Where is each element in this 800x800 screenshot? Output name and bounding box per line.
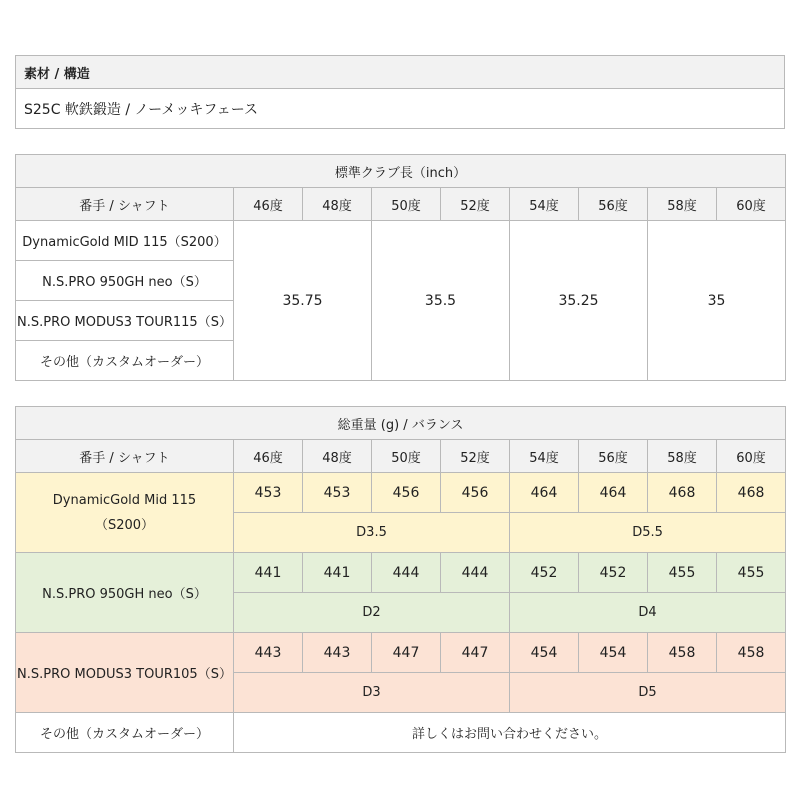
weight-value: 447 <box>372 633 441 673</box>
shaft-name: N.S.PRO MODUS3 TOUR105（S） <box>16 633 234 713</box>
contact-note: 詳しくはお問い合わせください。 <box>234 713 786 753</box>
weight-value: 464 <box>510 473 579 513</box>
shaft-name: その他（カスタムオーダー） <box>16 341 234 381</box>
loft-header: 46度 <box>234 440 303 473</box>
weight-value: 452 <box>579 553 648 593</box>
material-value: S25C 軟鉄鍛造 / ノーメッキフェース <box>16 89 785 129</box>
weight-value: 443 <box>303 633 372 673</box>
shaft-name: DynamicGold MID 115（S200） <box>16 221 234 261</box>
weight-value: 458 <box>717 633 786 673</box>
length-header-row <box>16 188 786 221</box>
loft-header: 54度 <box>510 440 579 473</box>
balance-value: D5 <box>510 673 786 713</box>
weight-col-header: 番手 / シャフト <box>16 440 234 473</box>
weight-value: 452 <box>510 553 579 593</box>
balance-value: D4 <box>510 593 786 633</box>
club-length-value: 35 <box>648 221 786 381</box>
loft-header: 58度 <box>648 440 717 473</box>
weight-value: 453 <box>303 473 372 513</box>
weight-value: 443 <box>234 633 303 673</box>
shaft-name-line1: DynamicGold Mid 115 <box>52 492 197 508</box>
weight-value: 458 <box>648 633 717 673</box>
balance-value: D3 <box>234 673 510 713</box>
length-col-header: 番手 / シャフト <box>16 188 234 221</box>
club-length-value: 35.25 <box>510 221 648 381</box>
loft-header: 54度 <box>510 188 579 221</box>
loft-header: 56度 <box>579 440 648 473</box>
loft-header: 48度 <box>303 440 372 473</box>
loft-header: 56度 <box>579 188 648 221</box>
weight-value: 454 <box>579 633 648 673</box>
weight-header-row <box>16 440 786 473</box>
weight-value: 441 <box>234 553 303 593</box>
loft-header: 52度 <box>441 188 510 221</box>
weight-value: 444 <box>372 553 441 593</box>
shaft-name-line2: （S200） <box>94 517 155 533</box>
loft-header: 50度 <box>372 440 441 473</box>
balance-value: D3.5 <box>234 513 510 553</box>
shaft-name: N.S.PRO 950GH neo（S） <box>16 553 234 633</box>
weight-value: 456 <box>372 473 441 513</box>
loft-header: 52度 <box>441 440 510 473</box>
shaft-name: N.S.PRO 950GH neo（S） <box>16 261 234 301</box>
weight-value: 464 <box>579 473 648 513</box>
weight-value: 456 <box>441 473 510 513</box>
weight-balance-table <box>15 406 786 753</box>
weight-table-title: 総重量 (g) / バランス <box>16 407 786 440</box>
balance-value: D5.5 <box>510 513 786 553</box>
weight-value: 441 <box>303 553 372 593</box>
weight-value: 454 <box>510 633 579 673</box>
material-header: 素材 / 構造 <box>16 56 785 89</box>
shaft-name <box>16 473 234 553</box>
weight-value: 444 <box>441 553 510 593</box>
loft-header: 60度 <box>717 440 786 473</box>
weight-value: 453 <box>234 473 303 513</box>
loft-header: 50度 <box>372 188 441 221</box>
club-length-value: 35.75 <box>234 221 372 381</box>
weight-value: 455 <box>717 553 786 593</box>
loft-header: 46度 <box>234 188 303 221</box>
shaft-name: その他（カスタムオーダー） <box>16 713 234 753</box>
weight-value: 468 <box>648 473 717 513</box>
material-table <box>15 55 785 129</box>
shaft-name: N.S.PRO MODUS3 TOUR115（S） <box>16 301 234 341</box>
length-table-title: 標準クラブ長（inch） <box>16 155 786 188</box>
balance-value: D2 <box>234 593 510 633</box>
weight-value: 468 <box>717 473 786 513</box>
loft-header: 60度 <box>717 188 786 221</box>
club-length-value: 35.5 <box>372 221 510 381</box>
club-length-table <box>15 154 786 381</box>
loft-header: 58度 <box>648 188 717 221</box>
weight-value: 447 <box>441 633 510 673</box>
weight-value: 455 <box>648 553 717 593</box>
loft-header: 48度 <box>303 188 372 221</box>
